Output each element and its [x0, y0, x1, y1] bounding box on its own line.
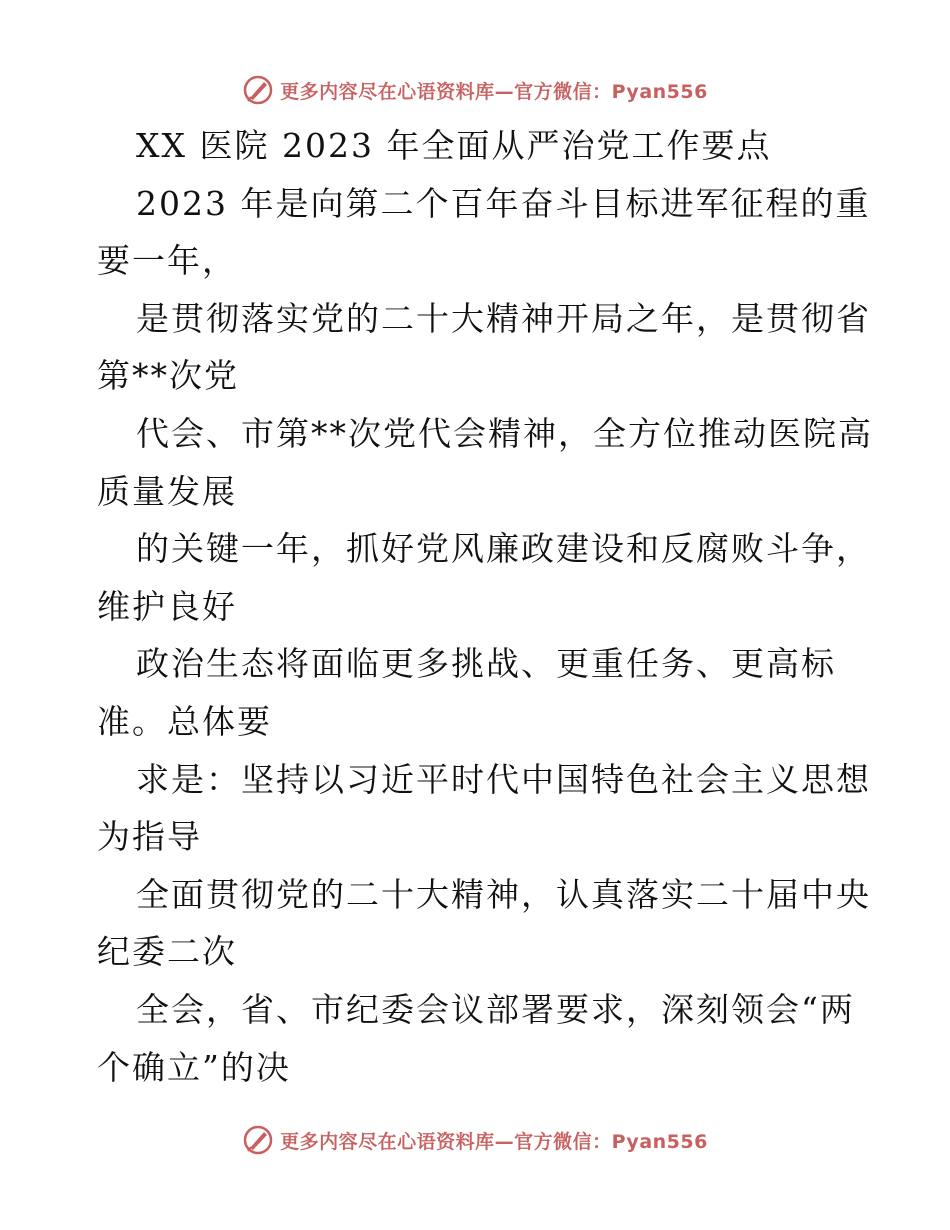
paragraph-line: 全会，省、市纪委会议部署要求，深刻领会“两	[136, 989, 855, 1029]
paragraph-line: 要一年，	[97, 241, 237, 281]
watermark-footer	[0, 1120, 950, 1160]
quill-logo-icon	[242, 1124, 274, 1156]
paragraph-line: 质量发展	[97, 471, 237, 511]
document-body	[0, 117, 950, 1096]
watermark-text: 更多内容尽在心语资料库—官方微信：Pyan556	[280, 1130, 708, 1153]
paragraph-line: 纪委二次	[97, 932, 237, 972]
paragraph-line: 求是：坚持以习近平时代中国特色社会主义思想	[136, 759, 871, 799]
watermark-text: 更多内容尽在心语资料库—官方微信：Pyan556	[280, 80, 708, 103]
paragraph-line: 维护良好	[97, 586, 237, 626]
paragraph-line: 的关键一年，抓好党风廉政建设和反腐败斗争，	[136, 529, 871, 569]
paragraph-line: 个确立”的决	[97, 1047, 291, 1087]
paragraph-line: 2023 年是向第二个百年奋斗目标进军征程的重	[136, 183, 871, 223]
paragraph-line: 准。总体要	[97, 701, 272, 741]
paragraph-line: 代会、市第**次党代会精神，全方位推动医院高	[136, 413, 873, 453]
paragraph-line: 政治生态将面临更多挑战、更重任务、更高标	[136, 644, 836, 684]
paragraph-line: 全面贯彻党的二十大精神，认真落实二十届中央	[136, 874, 871, 914]
paragraph-line: 是贯彻落实党的二十大精神开局之年，是贯彻省	[136, 298, 871, 338]
quill-logo-icon	[242, 74, 274, 106]
watermark-header	[0, 70, 950, 110]
paragraph-line: 第**次党	[97, 356, 239, 396]
document-title: XX 医院 2023 年全面从严治党工作要点	[136, 126, 772, 165]
paragraph-line: 为指导	[97, 817, 202, 857]
